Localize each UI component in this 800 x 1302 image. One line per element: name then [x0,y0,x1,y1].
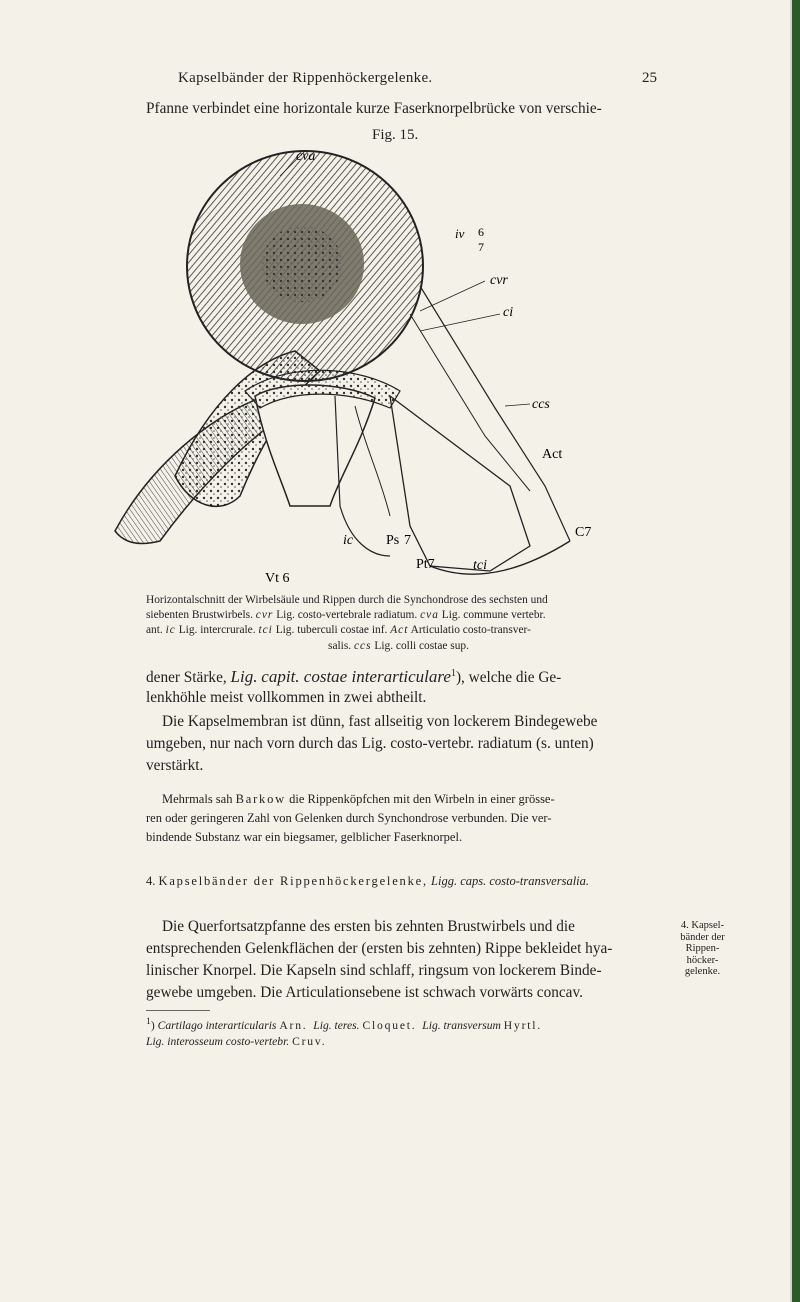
para4-line-3: linischer Knorpel. Die Kapseln sind schlaff, ringsum von lockerem Binde- [146,962,602,979]
footnote-line-2: Lig. interosseum costo-vertebr. Cruv. [146,1035,327,1049]
label-vt6: Vt 6 [265,571,290,586]
figure-illustration [90,146,610,591]
right-rib [430,541,570,574]
intro-line: Pfanne verbindet eine horizontale kurze Faserknorpelbrücke von verschie- [146,100,602,117]
footnote [146,1014,542,1051]
label-ccs: ccs [532,397,550,412]
page-edge-shadow [790,0,792,1302]
label-iv: iv [455,226,465,241]
label-cvr: cvr [490,273,508,288]
caption-line-3: ant. ic Lig. intercrurale. tci Lig. tuberculi costae inf. Act Articulatio costo-transver- [146,624,531,637]
para3-line-3: bindende Substanz war ein biegsamer, gelblicher Faserknorpel. [146,830,463,844]
label-ps7: 7 [404,533,411,548]
para1-line-1: dener Stärke, Lig. capit. costae interarticulare$^1$), welche die Ge- [146,667,562,686]
para4-line-1: Die Querfortsatzpfanne des ersten bis zehnten Brustwirbels und die [162,918,575,935]
para3-line-1: Mehrmals sah Barkow die Rippenköpfchen mit den Wirbeln in einer grösse- [162,792,555,806]
label-7: 7 [478,240,484,254]
figure-label: Fig. 15. [372,127,419,143]
footnote-line-1: $^1$) Cartilago interarticularis Arn. Lig. teres. Cloquet. Lig. transversum Hyrtl. [146,1016,542,1032]
label-6: 6 [478,225,484,239]
caption-line-4: salis. ccs Lig. colli costae sup. [328,639,469,652]
section-heading: 4. Kapselbänder der Rippenhöckergelenke, Ligg. caps. costo-transversalia. [146,874,590,888]
para2-line-2: umgeben, nur nach vorn durch das Lig. costo-vertebr. radiatum (s. unten) [146,735,594,752]
label-ci: ci [503,305,514,320]
para2-line-3: verstärkt. [146,757,204,774]
para2-line-1: Die Kapselmembran ist dünn, fast allseitig von lockerem Bindegewebe [162,713,598,730]
label-ic: ic [343,533,354,548]
page-edge [792,0,800,1302]
label-c7: C7 [575,525,592,540]
label-cva: cva [296,149,316,164]
label-tci: tci [473,558,487,573]
para1-line-2: lenkhöhle meist vollkommen in zwei abtheilt. [146,689,427,706]
label-act: Act [542,447,563,462]
right-rib-neck [390,396,530,571]
spinal-canal [255,385,375,506]
figure-caption [146,593,651,654]
page-number: 25 [642,70,657,86]
para4-line-4: gewebe umgeben. Die Articulationsebene ist schwach vorwärts concav. [146,984,583,1001]
running-title: Kapselbänder der Rippenhöckergelenke. [178,70,433,86]
para3-line-2: ren oder geringeren Zahl von Gelenken durch Synchondrose verbunden. Die ver- [146,811,552,825]
para4-line-2: entsprechenden Gelenkflächen der (ersten bis zehnten) Rippe bekleidet hya- [146,940,613,957]
caption-line-1: Horizontalschnitt der Wirbelsäule und Rippen durch die Synchondrose des sechsten und [146,594,548,606]
footnote-rule [146,1010,210,1011]
label-ps: Ps [386,533,400,548]
label-pt7: Pt7 [416,557,435,572]
caption-line-2: siebenten Brustwirbels. cvr Lig. costo-vertebrale radiatum. cva Lig. commune vertebr. [146,609,546,622]
margin-note: 4. Kapsel- bänder der Rippen- höcker- gelenke. [680,920,725,977]
